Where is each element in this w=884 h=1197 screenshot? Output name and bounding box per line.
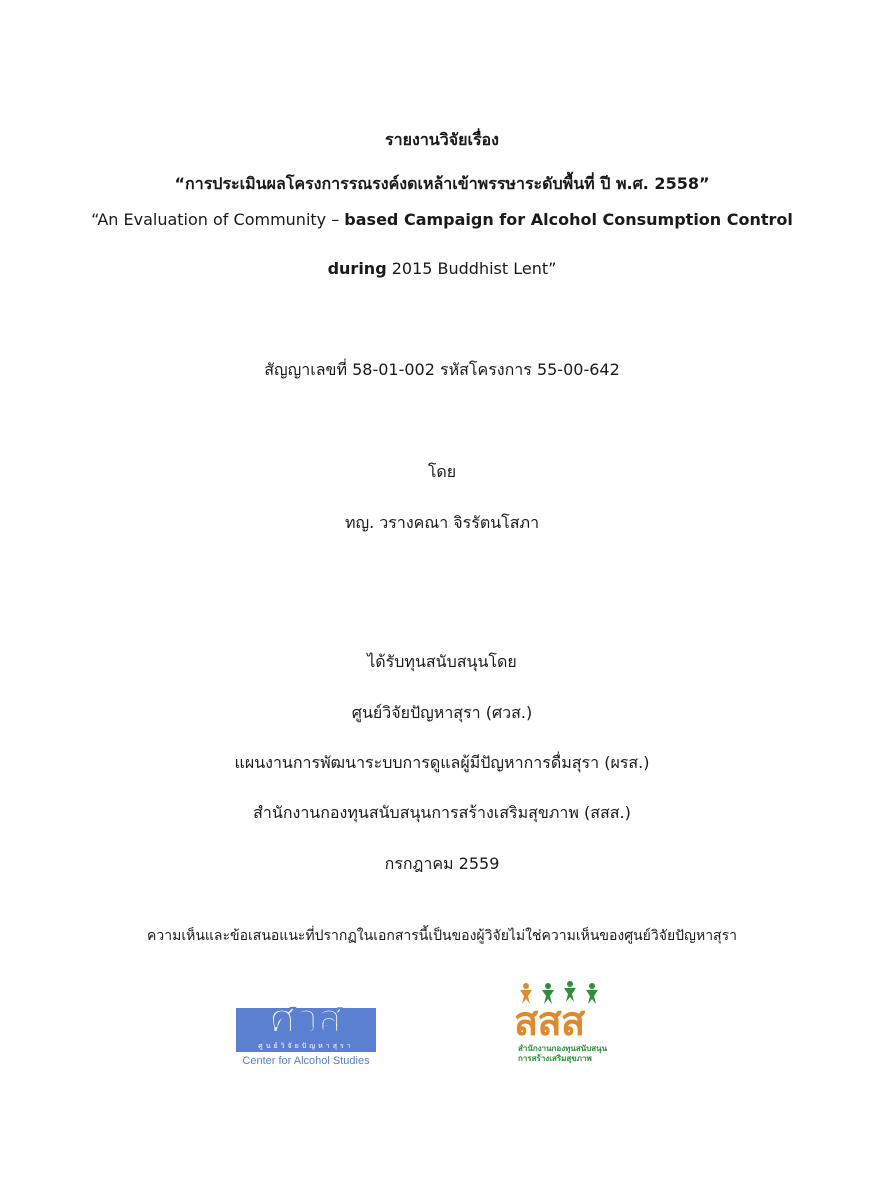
cas-logo-thai-sub: ศูนย์วิจัยปัญหาสุรา — [258, 1042, 354, 1050]
by-label: โดย — [427, 462, 457, 481]
title-english-line2-bold: during — [327, 259, 387, 278]
cas-logo-graphic — [236, 988, 378, 1068]
cas-logo-english-sub: Center for Alcohol Studies — [242, 1055, 370, 1067]
cas-logo — [236, 988, 378, 1068]
title-english-line1-bold: based Campaign for Alcohol Consumption Control — [344, 210, 793, 229]
title-english-line1-normal: “An Evaluation of Community – — [91, 210, 345, 229]
funder-thaihealth: สำนักงานกองทุนสนับสนุนการสร้างเสริมสุขภาพ (สสส.) — [253, 803, 631, 822]
thaihealth-sub-line2: การสร้างเสริมสุขภาพ — [518, 1054, 592, 1063]
title-thai: “การประเมินผลโครงการรณรงค์งดเหล้าเข้าพรรษาระดับพื้นที่ ปี พ.ศ. 2558” — [174, 174, 710, 193]
thaihealth-sub-line1: สำนักงานกองทุนสนับสนุน — [518, 1044, 608, 1053]
report-heading: รายงานวิจัยเรื่อง — [385, 130, 499, 149]
report-date: กรกฎาคม 2559 — [384, 854, 500, 873]
cas-logo-wordmark: ศวส — [269, 996, 343, 1042]
title-english-line2 — [0, 259, 884, 278]
thaihealth-logo — [512, 980, 628, 1066]
funder-program: แผนงานการพัฒนาระบบการดูแลผู้มีปัญหาการดื่มสุรา (ผรส.) — [234, 753, 650, 772]
title-english-line1 — [0, 210, 884, 229]
thaihealth-wordmark: สสส — [514, 999, 585, 1045]
funded-by-label: ได้รับทุนสนับสนุนโดย — [367, 652, 517, 671]
author-name: ทญ. วรางคณา จิรรัตนโสภา — [344, 513, 540, 532]
funder-cas: ศูนย์วิจัยปัญหาสุรา (ศวส.) — [351, 703, 533, 722]
contract-number: สัญญาเลขที่ 58-01-002 รหัสโครงการ 55-00-642 — [264, 360, 620, 379]
title-english-line2-normal: 2015 Buddhist Lent” — [386, 259, 557, 278]
disclaimer: ความเห็นและข้อเสนอแนะที่ปรากฏในเอกสารนี้เป็นของผู้วิจัยไม่ใช่ความเห็นของศูนย์วิจัยปัญหาสุรา — [147, 928, 737, 944]
